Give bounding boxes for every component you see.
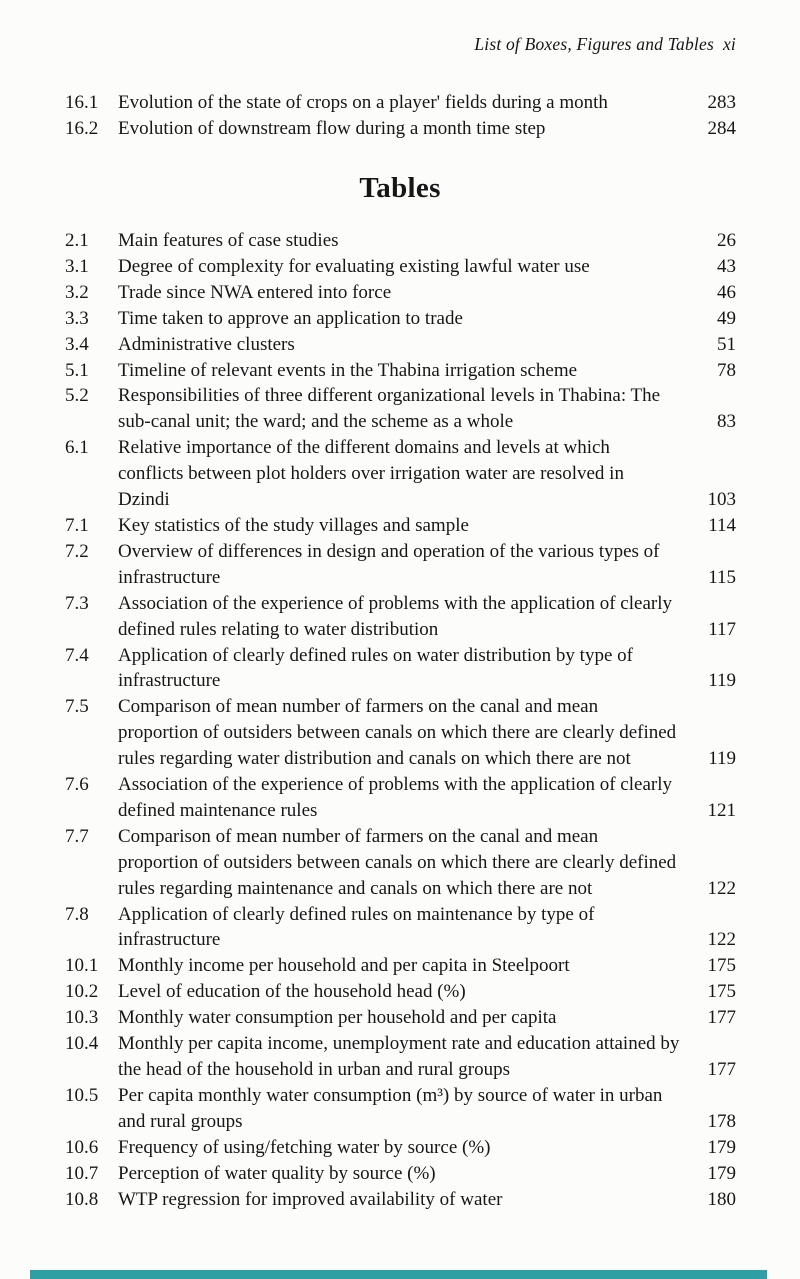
entry-title: Relative importance of the different domains and levels at which conflicts between plot holders over irrigation water are resolved in Dzindi bbox=[118, 437, 624, 511]
entry-title: Degree of complexity for evaluating existing lawful water use bbox=[118, 255, 590, 277]
entry-number: 6.1 bbox=[65, 437, 89, 459]
entry-title: Monthly income per household and per capita in Steelpoort bbox=[118, 955, 570, 977]
entry-title: WTP regression for improved availability of water bbox=[118, 1188, 503, 1210]
entry-page: 179 bbox=[707, 1162, 736, 1184]
toc-entry bbox=[65, 1161, 736, 1187]
toc-entry bbox=[65, 1005, 736, 1031]
toc-entry bbox=[65, 306, 736, 332]
toc-entry bbox=[65, 591, 736, 643]
entry-number: 10.5 bbox=[65, 1084, 99, 1106]
tables-list bbox=[65, 228, 736, 1212]
entry-number: 16.2 bbox=[65, 117, 99, 139]
toc-entry bbox=[65, 953, 736, 979]
toc-entry bbox=[65, 1031, 736, 1083]
entry-title: Monthly per capita income, unemployment rate and education attained by the head of the household in urban and rural groups bbox=[118, 1033, 680, 1080]
entry-title: Monthly water consumption per household and per capita bbox=[118, 1007, 557, 1029]
entry-number: 10.1 bbox=[65, 955, 99, 977]
entry-title: Overview of differences in design and operation of the various types of infrastructure bbox=[118, 540, 660, 588]
entry-number: 10.8 bbox=[65, 1188, 99, 1210]
toc-entry bbox=[65, 694, 736, 772]
entry-page: 117 bbox=[708, 618, 736, 640]
entry-page: 178 bbox=[707, 1110, 736, 1132]
entry-page: 83 bbox=[717, 411, 736, 433]
entry-number: 10.7 bbox=[65, 1162, 99, 1184]
entry-number: 5.1 bbox=[65, 359, 89, 381]
running-header-title: List of Boxes, Figures and Tables bbox=[474, 34, 714, 54]
entry-page: 283 bbox=[707, 92, 736, 113]
toc-entry bbox=[65, 332, 736, 358]
toc-entry bbox=[65, 1083, 736, 1135]
scanner-color-bar bbox=[30, 1270, 767, 1279]
entry-title: Frequency of using/fetching water by source (%) bbox=[118, 1136, 491, 1158]
entry-title: Main features of case studies bbox=[118, 230, 339, 251]
entry-title: Responsibilities of three different organizational levels in Thabina: The sub-canal unit; the ward; and the scheme as a whole bbox=[118, 385, 661, 433]
entry-page: 43 bbox=[717, 255, 736, 277]
entry-page: 177 bbox=[707, 1007, 736, 1029]
entry-page: 119 bbox=[708, 748, 736, 770]
toc-entry bbox=[65, 772, 736, 824]
entry-title: Association of the experience of problems with the application of clearly defined maintenance rules bbox=[118, 774, 672, 821]
entry-page: 26 bbox=[717, 230, 736, 251]
entry-number: 7.2 bbox=[65, 540, 89, 562]
toc-entry bbox=[65, 254, 736, 280]
entry-title: Association of the experience of problems with the application of clearly defined rules relating to water distribution bbox=[118, 592, 672, 640]
entry-page: 284 bbox=[707, 117, 736, 139]
entry-number: 16.1 bbox=[65, 92, 99, 113]
entry-page: 175 bbox=[707, 981, 736, 1003]
entry-title: Trade since NWA entered into force bbox=[118, 281, 392, 303]
toc-entry bbox=[65, 383, 736, 435]
entry-title: Evolution of the state of crops on a player' fields during a month bbox=[118, 92, 608, 113]
entry-number: 7.4 bbox=[65, 644, 89, 666]
toc-entry bbox=[65, 116, 736, 142]
entry-title: Application of clearly defined rules on water distribution by type of infrastructure bbox=[118, 644, 633, 692]
running-header bbox=[474, 34, 736, 55]
toc-entry bbox=[65, 1187, 736, 1213]
entry-title: Level of education of the household head (%) bbox=[118, 981, 466, 1003]
entry-number: 7.8 bbox=[65, 903, 89, 925]
toc-entry bbox=[65, 435, 736, 513]
entry-page: 51 bbox=[717, 333, 736, 355]
toc-entry bbox=[65, 539, 736, 591]
entry-page: 49 bbox=[717, 307, 736, 329]
entry-number: 5.2 bbox=[65, 385, 89, 407]
toc-entry bbox=[65, 280, 736, 306]
entry-page: 180 bbox=[707, 1188, 736, 1210]
entry-page: 115 bbox=[708, 566, 736, 588]
entry-number: 3.1 bbox=[65, 255, 89, 277]
toc-entry bbox=[65, 1135, 736, 1161]
entry-title: Administrative clusters bbox=[118, 333, 295, 355]
entry-title: Evolution of downstream flow during a month time step bbox=[118, 117, 546, 139]
entry-page: 175 bbox=[707, 955, 736, 977]
entry-title: Time taken to approve an application to trade bbox=[118, 307, 463, 329]
entry-number: 3.4 bbox=[65, 333, 89, 355]
entry-page: 119 bbox=[708, 670, 736, 692]
entry-title: Comparison of mean number of farmers on the canal and mean proportion of outsiders between canals on which there are clearly defined rules regarding maintenance and canals on which there are not bbox=[118, 825, 677, 899]
entry-number: 7.3 bbox=[65, 592, 89, 614]
entry-number: 3.2 bbox=[65, 281, 89, 303]
entry-number: 10.6 bbox=[65, 1136, 99, 1158]
figures-list bbox=[65, 90, 736, 142]
entry-number: 7.1 bbox=[65, 514, 89, 536]
entry-title: Comparison of mean number of farmers on the canal and mean proportion of outsiders between canals on which there are clearly defined rules regarding water distribution and canals on which there are not bbox=[118, 696, 677, 770]
entry-title: Application of clearly defined rules on maintenance by type of infrastructure bbox=[118, 903, 595, 951]
entry-page: 179 bbox=[707, 1136, 736, 1158]
entry-number: 3.3 bbox=[65, 307, 89, 329]
entry-number: 7.5 bbox=[65, 696, 89, 718]
entry-page: 122 bbox=[707, 929, 736, 951]
section-title-tables: Tables bbox=[359, 172, 441, 204]
entry-page: 114 bbox=[708, 514, 736, 536]
toc-entry bbox=[65, 228, 736, 254]
entry-page: 177 bbox=[707, 1059, 736, 1080]
entry-number: 2.1 bbox=[65, 230, 89, 251]
entry-title: Key statistics of the study villages and sample bbox=[118, 514, 469, 536]
entry-number: 7.7 bbox=[65, 825, 89, 847]
toc-entry bbox=[65, 979, 736, 1005]
toc-entry bbox=[65, 643, 736, 695]
entry-page: 103 bbox=[707, 489, 736, 511]
page-folio: xi bbox=[722, 34, 736, 54]
entry-number: 10.2 bbox=[65, 981, 99, 1003]
toc-entry bbox=[65, 902, 736, 954]
entry-page: 122 bbox=[707, 877, 736, 899]
toc-entry bbox=[65, 513, 736, 539]
entry-page: 78 bbox=[717, 359, 736, 381]
entry-title: Timeline of relevant events in the Thabina irrigation scheme bbox=[118, 359, 578, 381]
entry-number: 7.6 bbox=[65, 774, 89, 796]
entry-page: 121 bbox=[707, 799, 736, 821]
entry-title: Per capita monthly water consumption (m³) by source of water in urban and rural groups bbox=[118, 1084, 663, 1132]
toc-entry bbox=[65, 90, 736, 116]
entry-page: 46 bbox=[717, 281, 736, 303]
entry-title: Perception of water quality by source (%) bbox=[118, 1162, 436, 1184]
toc-entry bbox=[65, 358, 736, 384]
toc-entry bbox=[65, 824, 736, 902]
entry-number: 10.4 bbox=[65, 1033, 99, 1055]
entry-number: 10.3 bbox=[65, 1007, 99, 1029]
